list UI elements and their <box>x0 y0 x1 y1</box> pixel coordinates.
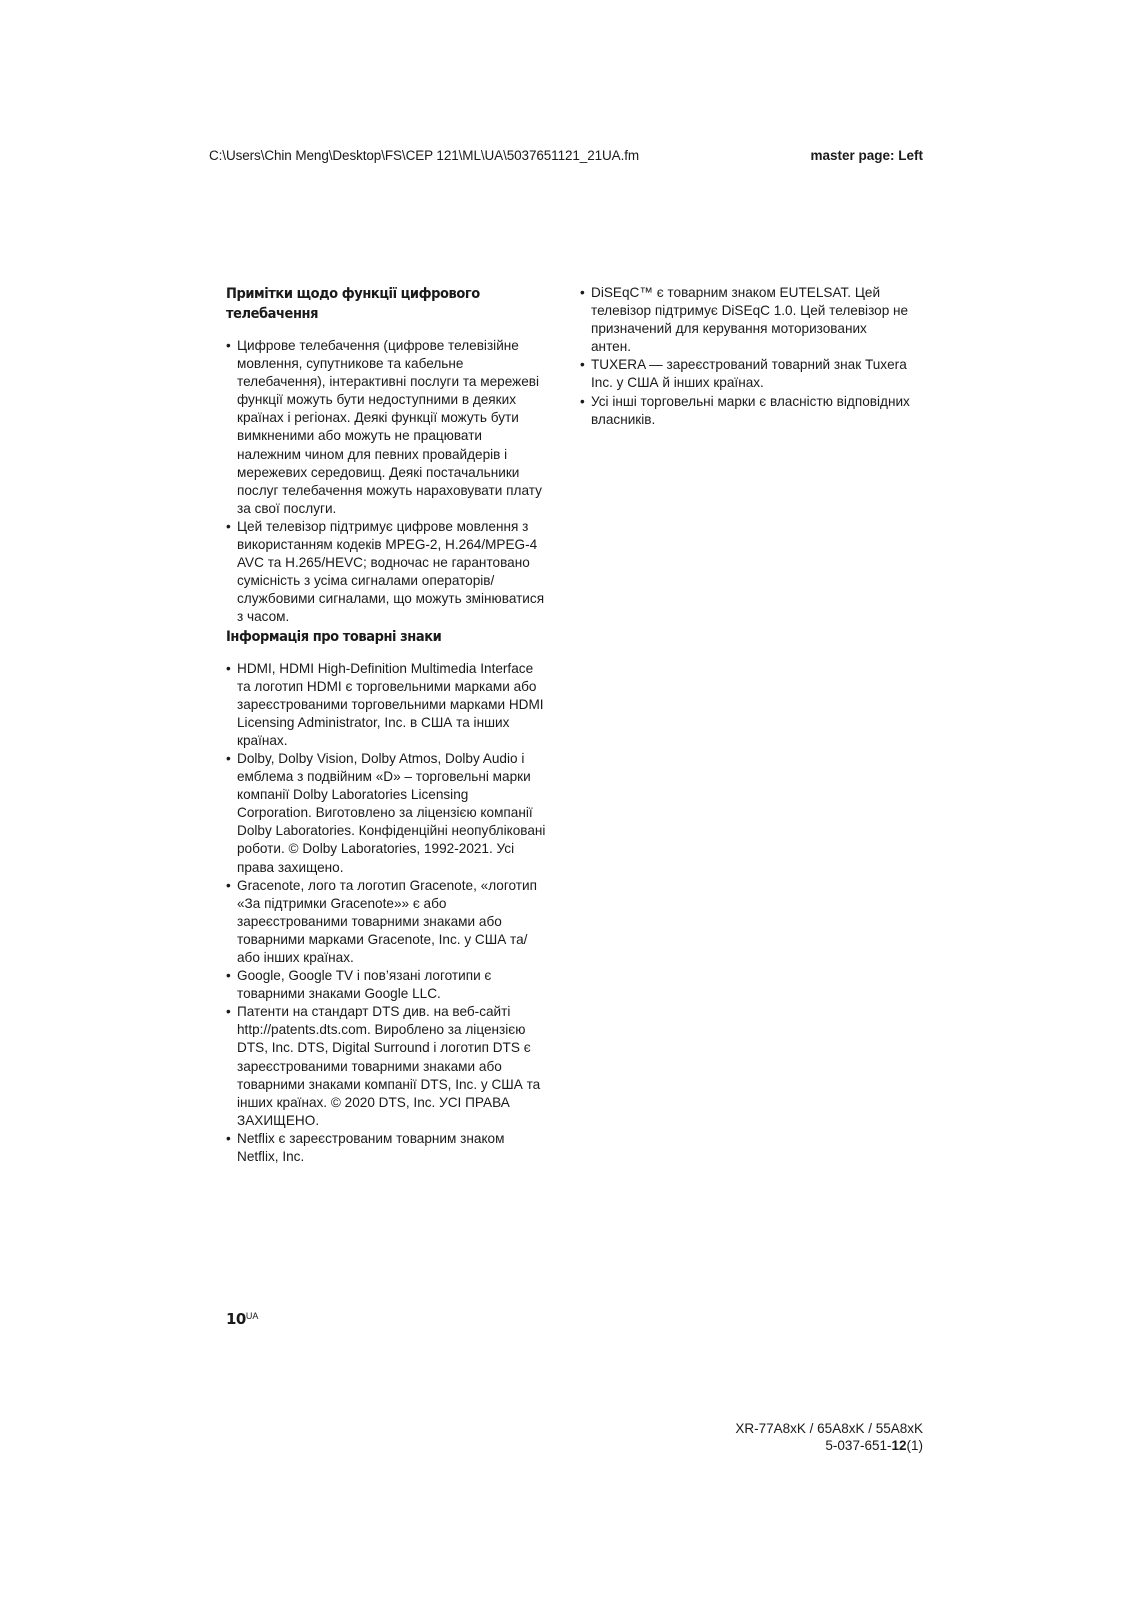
right-column <box>580 284 910 429</box>
list-item: • HDMI, HDMI High-Definition Multimedia Interface та логотип HDMI є торговельними марками або зареєстрованими торговельними марками HDMI Licensing Administrator, Inc. в США та інших країнах. <box>226 660 546 750</box>
document-code-prefix: 5-037-651- <box>825 1438 892 1453</box>
list-item: • Усі інші торговельні марки є власністю відповідних власників. <box>580 393 910 429</box>
trademarks-list <box>226 660 546 1167</box>
file-path: C:\Users\Chin Meng\Desktop\FS\CEP 121\ML\UA\5037651121_21UA.fm <box>209 148 640 163</box>
trademarks-heading: Інформація про товарні знаки <box>226 628 442 645</box>
digital-tv-list <box>226 337 546 627</box>
left-column <box>226 284 546 1166</box>
digital-tv-heading: Примітки щодо функції цифрового телебачення <box>226 286 480 322</box>
document-code-bold: 12 <box>891 1438 907 1453</box>
list-item: • Патенти на стандарт DTS див. на веб-сайті http://patents.dts.com. Вироблено за ліцензією DTS, Inc. DTS, Digital Surround і логотип DTS є зареєстрованими товарними знаками або товарними знаками компанії DTS, Inc. у США та інших країнах. © 2020 DTS, Inc. УСІ ПРАВА ЗАХИЩЕНО. <box>226 1003 546 1130</box>
model-numbers: XR-77A8xK / 65A8xK / 55A8xK <box>735 1421 923 1436</box>
trademarks-list-continued <box>580 284 910 429</box>
list-item: • Dolby, Dolby Vision, Dolby Atmos, Dolby Audio і емблема з подвійним «D» – торговельні марки компанії Dolby Laboratories Licensing Corporation. Виготовлено за ліцензією компанії Dolby Laboratories. Конфіденційні неопубліковані роботи. © Dolby Laboratories, 1992-2021. Усі права захищено. <box>226 750 546 877</box>
document-code <box>735 1437 923 1454</box>
list-item: • Цифрове телебачення (цифрове телевізійне мовлення, супутникове та кабельне телебачення), інтерактивні послуги та мережеві функції можуть бути недоступними в деяких країнах і регіонах. Деякі функції можуть бути вимкненими або можуть не працювати належним чином для певних провайдерів і мережевих середовищ. Деякі постачальники послуг телебачення можуть нараховувати плату за свої послуги. <box>226 337 546 518</box>
list-item: • Цей телевізор підтримує цифрове мовлення з використанням кодеків MPEG-2, H.264/MPEG-4 AVC та H.265/HEVC; водночас не гарантовано сумісність з усіма сигналами операторів/службовими сигналами, що можуть змінюватися з часом. <box>226 518 546 627</box>
list-item: • Google, Google TV і пов’язані логотипи є товарними знаками Google LLC. <box>226 967 546 1003</box>
master-page-label: master page: Left <box>810 148 923 163</box>
list-item: • DiSEqC™ є товарним знаком EUTELSAT. Цей телевізор підтримує DiSEqC 1.0. Цей телевізор не призначений для керування моторизованих антен. <box>580 284 910 356</box>
list-item: • Netflix є зареєстрованим товарним знаком Netflix, Inc. <box>226 1130 546 1166</box>
document-code-suffix: (1) <box>906 1438 923 1453</box>
page-number-suffix: UA <box>245 1311 259 1321</box>
list-item: • Gracenote, лого та логотип Gracenote, «логотип «За підтримки Gracenote»» є або зареєстрованими товарними знаками або товарними марками Gracenote, Inc. у США та/або інших країнах. <box>226 877 546 967</box>
list-item: • TUXERA — зареєстрований товарний знак Tuxera Inc. у США й інших країнах. <box>580 356 910 392</box>
page-number <box>226 1310 258 1328</box>
page-number-value: 10 <box>226 1310 246 1328</box>
footer <box>735 1420 923 1454</box>
